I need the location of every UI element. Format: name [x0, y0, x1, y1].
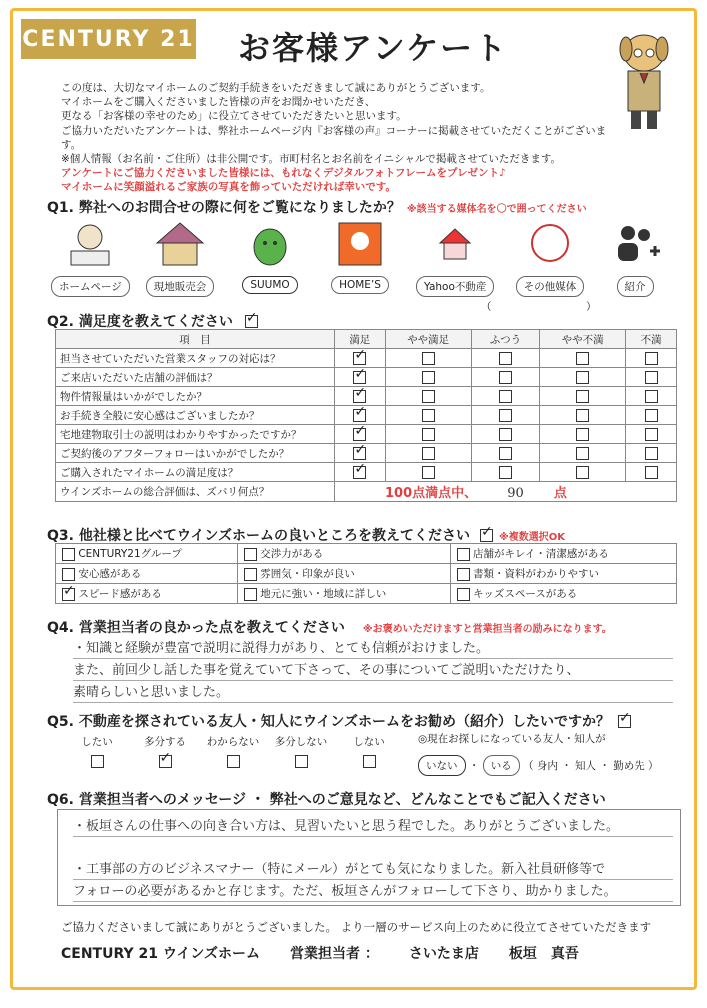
- answer-line: ・板垣さんの仕事への向き合い方は、見習いたいと思う程でした。ありがとうございました。: [73, 815, 673, 837]
- homes-logo-icon: [331, 219, 389, 269]
- answer-line: ・知識と経験が豊富で説明に説得力があり、とても信頼がおけました。: [73, 637, 673, 659]
- rating-checkbox[interactable]: [576, 409, 589, 422]
- column-header: ふつう: [471, 330, 539, 349]
- row-item: ご来店いただいた店舗の評価は？: [56, 368, 335, 387]
- q1-media-options: [51, 219, 681, 297]
- recommend-checkbox[interactable]: [363, 755, 376, 768]
- rating-checkbox[interactable]: [422, 409, 435, 422]
- media-option-yahoo[interactable]: [416, 219, 494, 297]
- overall-label: ウインズホームの総合評価は、ズバリ何点？: [56, 482, 335, 502]
- strength-label: 交渉力がある: [260, 548, 324, 560]
- row-item: ご契約後のアフターフォローはいかがでしたか？: [56, 444, 335, 463]
- strength-checkbox[interactable]: [457, 588, 470, 601]
- strength-label: 店舗がキレイ・清潔感がある: [473, 548, 609, 560]
- q6-title: Q6. 営業担当者へのメッセージ ・ 弊社へのご意見など、どんなことでもご記入ください: [47, 792, 606, 808]
- rating-checkbox[interactable]: [499, 466, 512, 479]
- recommend-checkbox[interactable]: [295, 755, 308, 768]
- strength-label: CENTURY21グループ: [78, 548, 182, 560]
- strength-option[interactable]: [237, 584, 450, 604]
- rating-checkbox[interactable]: [576, 466, 589, 479]
- q6-answer-area[interactable]: [73, 815, 673, 902]
- rating-checkbox[interactable]: [422, 371, 435, 384]
- yahoo-house-icon: [426, 219, 484, 269]
- media-label: その他媒体: [516, 276, 585, 297]
- strength-option[interactable]: [237, 544, 450, 564]
- recommend-checkbox[interactable]: [227, 755, 240, 768]
- answer-line: ・工事部の方のビジネスマナー（特にメール）がとても気になりました。新入社員研修等で: [73, 858, 673, 880]
- media-label: 紹介: [617, 276, 654, 297]
- friend-search-title: ◎現在お探しになっている友人・知人が: [418, 733, 606, 745]
- recommend-option[interactable]: [267, 734, 335, 768]
- overall-score-row: [56, 482, 677, 502]
- rating-checkbox[interactable]: [645, 352, 658, 365]
- rating-checkbox[interactable]: [422, 466, 435, 479]
- q5-mark-checkbox: [618, 715, 631, 728]
- rating-checkbox[interactable]: [576, 447, 589, 460]
- strength-label: 地元に強い・地域に詳しい: [260, 588, 387, 600]
- choice-detail: （ 身内 ・ 知人 ・ 勤め先 ）: [523, 760, 659, 772]
- answer-line: また、前回少し話した事を覚えていて下さって、その事についてご説明いただけたり、: [73, 659, 673, 681]
- column-header: やや不満: [540, 330, 626, 349]
- rating-checkbox[interactable]: [353, 390, 366, 403]
- choice-none-circled[interactable]: いない: [418, 755, 466, 776]
- q4-note: ※お褒めいただけますと営業担当者の励みになります。: [362, 623, 612, 635]
- rating-checkbox[interactable]: [576, 352, 589, 365]
- friend-search-choices: [418, 752, 659, 776]
- strength-checkbox[interactable]: [457, 568, 470, 581]
- strengths-table: [55, 543, 677, 604]
- strength-label: キッズスペースがある: [473, 588, 578, 600]
- choice-some[interactable]: いる: [483, 755, 520, 776]
- strength-checkbox[interactable]: [244, 588, 257, 601]
- strength-option[interactable]: [450, 564, 676, 584]
- other-media-paren: （ ）: [481, 301, 597, 313]
- media-label: 現地販売会: [146, 276, 215, 297]
- strength-checkbox[interactable]: [244, 548, 257, 561]
- house-family-icon: [151, 219, 209, 269]
- strength-option[interactable]: [237, 564, 450, 584]
- intro-line: 更なる「お客様の幸せのため」に役立てさせていただきたいと思います。: [61, 110, 407, 123]
- table-row: [56, 584, 677, 604]
- friend-search-status: [418, 731, 659, 776]
- strength-checkbox[interactable]: [244, 568, 257, 581]
- rating-checkbox[interactable]: [499, 352, 512, 365]
- table-row: [56, 463, 677, 482]
- media-label: Yahoo不動産: [416, 276, 494, 297]
- rating-checkbox[interactable]: [353, 428, 366, 441]
- strength-checkbox[interactable]: [62, 588, 75, 601]
- strength-option[interactable]: [450, 544, 676, 564]
- q3-mark-checkbox: [480, 529, 493, 542]
- person-pc-icon: [61, 219, 119, 269]
- rating-checkbox[interactable]: [645, 466, 658, 479]
- people-plus-icon: [606, 219, 664, 269]
- strength-option[interactable]: [450, 584, 676, 604]
- strength-option[interactable]: [56, 564, 238, 584]
- answer-line: フォローの必要があるかと存じます。ただ、板垣さんがフォローして下さり、助かりました。: [73, 880, 673, 902]
- intro-line: この度は、大切なマイホームのご契約手続きをいただきまして誠にありがとうございます。: [61, 82, 491, 94]
- recommend-option[interactable]: [199, 734, 267, 768]
- q5-heading: [47, 711, 631, 731]
- rating-checkbox[interactable]: [499, 428, 512, 441]
- recommend-label: わからない: [206, 736, 260, 748]
- present-notice: アンケートにご協力くださいました皆様には、もれなくデジタルフォトフレームをプレゼント♪: [61, 167, 506, 180]
- store-name: さいたま店: [408, 946, 479, 962]
- column-header: やや満足: [385, 330, 471, 349]
- strength-label: スピード感がある: [78, 588, 162, 600]
- rating-checkbox[interactable]: [499, 409, 512, 422]
- media-option-homepage[interactable]: [51, 219, 129, 297]
- media-option-open-house[interactable]: [141, 219, 219, 297]
- score-prefix: 100点満点中、: [385, 486, 478, 501]
- column-header: 満足: [335, 330, 386, 349]
- suumo-mascot-icon: [241, 219, 299, 269]
- strength-option[interactable]: [56, 544, 238, 564]
- intro-line: マイホームをご購入くださいました皆様の声をお聞かせいただき、: [61, 96, 376, 109]
- intro-line: ご協力いただいたアンケートは、弊社ホームページ内『お客様の声』コーナーに掲載させていただくことがございます。: [61, 124, 607, 151]
- media-label: ホームページ: [51, 276, 130, 297]
- rating-checkbox[interactable]: [422, 447, 435, 460]
- table-row: [56, 564, 677, 584]
- score-value[interactable]: 90: [507, 486, 524, 501]
- rating-checkbox[interactable]: [645, 409, 658, 422]
- rating-checkbox[interactable]: [645, 371, 658, 384]
- column-header: 項 目: [56, 330, 335, 349]
- company-name: CENTURY 21 ウインズホーム: [61, 946, 261, 962]
- row-item: ご購入されたマイホームの満足度は？: [56, 463, 335, 482]
- sonota-seal-icon: [521, 219, 579, 269]
- q3-note: ※複数選択OK: [499, 531, 565, 543]
- page-title: お客様アンケート: [238, 29, 509, 67]
- recommend-label: 多分しない: [274, 736, 328, 748]
- row-item: 物件情報量はいかがでしたか？: [56, 387, 335, 406]
- media-label-circled: SUUMO: [242, 276, 297, 294]
- staff-name: 板垣 真吾: [508, 946, 579, 962]
- strength-label: 安心感がある: [78, 568, 142, 580]
- strength-checkbox[interactable]: [457, 548, 470, 561]
- brand-logo: CENTURY 21: [21, 19, 196, 59]
- rating-checkbox[interactable]: [353, 447, 366, 460]
- rating-checkbox[interactable]: [353, 409, 366, 422]
- rating-checkbox[interactable]: [576, 371, 589, 384]
- media-option-homes[interactable]: [321, 219, 399, 294]
- survey-sheet: [10, 8, 697, 990]
- q1-title: Q1. 弊社へのお問合せの際に何をご覧になりましたか？: [47, 200, 401, 216]
- column-header: 不満: [626, 330, 677, 349]
- q4-answer-area[interactable]: [73, 637, 673, 703]
- rating-checkbox[interactable]: [353, 371, 366, 384]
- strength-label: 書類・資料がわかりやすい: [473, 568, 600, 580]
- recommend-checkbox[interactable]: [159, 755, 172, 768]
- q2-title: Q2. 満足度を教えてください: [47, 314, 233, 330]
- media-label: HOME’S: [331, 276, 389, 294]
- overall-score: [335, 482, 677, 502]
- staff-label: 営業担当者 ：: [290, 946, 379, 962]
- row-item: 担当させていただいた営業スタッフの対応は？: [56, 349, 335, 368]
- rating-checkbox[interactable]: [422, 428, 435, 441]
- q1-heading: [47, 197, 587, 217]
- q1-note: ※該当する媒体名を〇で囲ってください: [406, 203, 587, 215]
- rating-checkbox[interactable]: [645, 428, 658, 441]
- intro-text: [61, 81, 621, 195]
- rating-checkbox[interactable]: [422, 352, 435, 365]
- score-suffix: 点: [553, 486, 567, 501]
- strength-checkbox[interactable]: [62, 568, 75, 581]
- q2-heading: [47, 311, 258, 331]
- answer-line: [73, 837, 673, 858]
- recommend-label: したい: [81, 736, 113, 748]
- strength-option[interactable]: [56, 584, 238, 604]
- recommend-option[interactable]: [131, 734, 199, 768]
- recommend-option[interactable]: [63, 734, 131, 768]
- choice-separator: ・: [468, 760, 480, 772]
- table-row: [56, 544, 677, 564]
- present-notice: マイホームに笑顔溢れるご家族の写真を飾っていただければ幸いです。: [61, 181, 396, 194]
- media-option-other[interactable]: [511, 219, 589, 297]
- q3-title: Q3. 他社様と比べてウインズホームの良いところを教えてください: [47, 528, 470, 544]
- media-option-referral[interactable]: [596, 219, 674, 297]
- footer-thanks: ご協力くださいまして誠にありがとうございました。 より一層のサービス向上のために役立てさせていただきます: [61, 920, 652, 934]
- rating-checkbox[interactable]: [353, 466, 366, 479]
- rating-checkbox[interactable]: [576, 428, 589, 441]
- media-option-suumo[interactable]: [231, 219, 309, 294]
- q4-title: Q4. 営業担当者の良かった点を教えてください: [47, 620, 345, 636]
- q3-heading: [47, 525, 565, 545]
- recommend-label: 多分する: [144, 736, 186, 748]
- strength-checkbox[interactable]: [62, 548, 75, 561]
- q5-title: Q5. 不動産を探されている友人・知人にウインズホームをお勧め（紹介）したいですか？: [47, 714, 610, 730]
- row-item: お手続き全般に安心感はございましたか？: [56, 406, 335, 425]
- intro-line: ※個人情報（お名前・ご住所）は非公開です。市町村名とお名前をイニシャルで掲載させていただきます。: [61, 153, 561, 166]
- answer-line: 素晴らしいと思いました。: [73, 681, 673, 703]
- q2-mark-checkbox: [245, 315, 258, 328]
- q6-heading: [47, 789, 606, 809]
- rating-checkbox[interactable]: [645, 390, 658, 403]
- q4-heading: [47, 617, 612, 637]
- recommend-checkbox[interactable]: [91, 755, 104, 768]
- footer-signature: [61, 943, 579, 963]
- rating-checkbox[interactable]: [499, 390, 512, 403]
- rating-checkbox[interactable]: [353, 352, 366, 365]
- rating-checkbox[interactable]: [645, 447, 658, 460]
- satisfaction-table: [55, 329, 677, 502]
- rating-checkbox[interactable]: [499, 447, 512, 460]
- recommend-label: しない: [353, 736, 385, 748]
- rating-checkbox[interactable]: [576, 390, 589, 403]
- row-item: 宅地建物取引士の説明はわかりやすかったですか？: [56, 425, 335, 444]
- strength-label: 雰囲気・印象が良い: [260, 568, 355, 580]
- recommend-option[interactable]: [335, 734, 403, 768]
- rating-checkbox[interactable]: [422, 390, 435, 403]
- rating-checkbox[interactable]: [499, 371, 512, 384]
